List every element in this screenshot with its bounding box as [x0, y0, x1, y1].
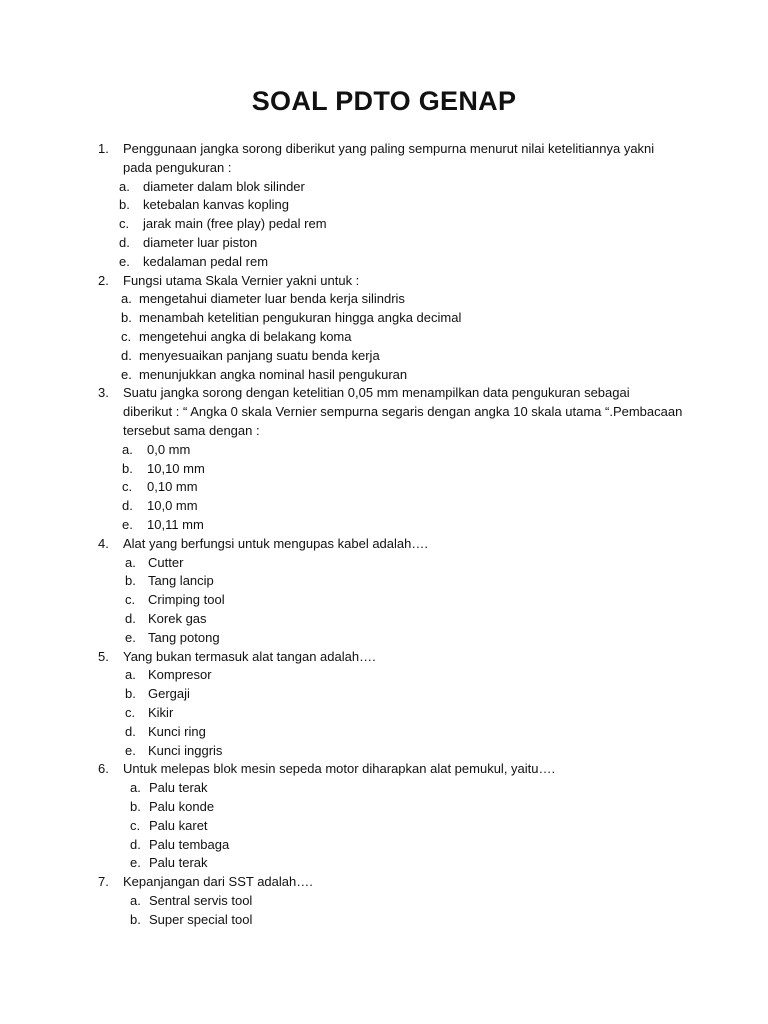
option-text: Crimping tool — [148, 592, 225, 607]
option-letter: a. — [125, 555, 136, 570]
question-text: Alat yang berfungsi untuk mengupas kabel adalah…. — [123, 536, 428, 551]
question-number: 4. — [98, 536, 109, 551]
option-text: 10,10 mm — [147, 461, 205, 476]
option-text: ketebalan kanvas kopling — [143, 197, 289, 212]
question-text: Suatu jangka sorong dengan ketelitian 0,05 mm menampilkan data pengukuran sebagai — [123, 385, 630, 400]
option-letter: a. — [122, 442, 133, 457]
option-text: Palu konde — [149, 799, 215, 814]
option-text: Palu tembaga — [149, 837, 230, 852]
question-text: Fungsi utama Skala Vernier yakni untuk : — [123, 273, 360, 288]
option-text: menunjukkan angka nominal hasil pengukuran — [139, 367, 408, 382]
option-letter: a. — [130, 893, 141, 908]
option-letter: d. — [122, 498, 133, 513]
option-letter: b. — [125, 573, 136, 588]
option-letter: d. — [130, 837, 141, 852]
option-letter: c. — [119, 216, 130, 231]
option-text: 10,0 mm — [147, 498, 198, 513]
option-letter: c. — [125, 705, 136, 720]
question-text: Untuk melepas blok mesin sepeda motor diharapkan alat pemukul, yaitu…. — [123, 761, 556, 776]
option-letter: d. — [125, 611, 136, 626]
question-number: 7. — [98, 874, 109, 889]
question-number: 2. — [98, 273, 109, 288]
option-text: Super special tool — [149, 912, 253, 927]
question-text: Penggunaan jangka sorong diberikut yang paling sempurna menurut nilai ketelitiannya yakni — [123, 141, 655, 156]
option-letter: e. — [130, 855, 141, 870]
option-text: Kunci ring — [148, 724, 206, 739]
question-text: diberikut : “ Angka 0 skala Vernier sempurna segaris dengan angka 10 skala utama “.Pembacaan — [123, 404, 683, 419]
option-letter: b. — [130, 799, 141, 814]
option-text: Korek gas — [148, 611, 207, 626]
option-letter: b. — [119, 197, 130, 212]
option-letter: c. — [121, 329, 132, 344]
option-letter: d. — [125, 724, 136, 739]
option-text: Palu terak — [149, 780, 208, 795]
option-letter: a. — [121, 291, 132, 306]
question-number: 6. — [98, 761, 109, 776]
option-text: Kompresor — [148, 667, 212, 682]
question-text: pada pengukuran : — [123, 160, 232, 175]
option-letter: b. — [125, 686, 136, 701]
document-title: SOAL PDTO GENAP — [251, 86, 517, 116]
option-letter: e. — [122, 517, 133, 532]
option-text: 10,11 mm — [147, 517, 204, 532]
question-number: 1. — [98, 141, 109, 156]
option-text: mengetahui diameter luar benda kerja silindris — [139, 291, 405, 306]
option-text: jarak main (free play) pedal rem — [143, 216, 327, 231]
option-text: diameter dalam blok silinder — [143, 179, 305, 194]
question-number: 5. — [98, 649, 109, 664]
option-text: 0,10 mm — [147, 479, 198, 494]
option-text: Kunci inggris — [148, 743, 223, 758]
question-text: Yang bukan termasuk alat tangan adalah…. — [123, 649, 376, 664]
option-text: Tang potong — [148, 630, 220, 645]
option-letter: e. — [125, 743, 136, 758]
option-text: menambah ketelitian pengukuran hingga angka decimal — [139, 310, 462, 325]
option-letter: c. — [125, 592, 136, 607]
question-text: Kepanjangan dari SST adalah…. — [123, 874, 313, 889]
option-text: Sentral servis tool — [149, 893, 253, 908]
question-number: 3. — [98, 385, 109, 400]
option-text: Palu karet — [149, 818, 208, 833]
option-letter: e. — [119, 254, 130, 269]
option-letter: b. — [122, 461, 133, 476]
option-letter: c. — [130, 818, 141, 833]
option-text: Palu terak — [149, 855, 208, 870]
option-text: kedalaman pedal rem — [143, 254, 269, 269]
option-letter: a. — [119, 179, 130, 194]
question-text: tersebut sama dengan : — [123, 423, 260, 438]
option-letter: d. — [121, 348, 132, 363]
option-text: diameter luar piston — [143, 235, 258, 250]
option-letter: a. — [125, 667, 136, 682]
option-text: Tang lancip — [148, 573, 214, 588]
option-letter: e. — [125, 630, 136, 645]
option-letter: e. — [121, 367, 132, 382]
option-letter: b. — [130, 912, 141, 927]
option-letter: d. — [119, 235, 130, 250]
option-letter: c. — [122, 479, 133, 494]
option-text: mengetehui angka di belakang koma — [139, 329, 352, 344]
option-text: Cutter — [148, 555, 184, 570]
option-text: Kikir — [148, 705, 174, 720]
option-text: menyesuaikan panjang suatu benda kerja — [139, 348, 380, 363]
option-text: Gergaji — [148, 686, 190, 701]
option-text: 0,0 mm — [147, 442, 191, 457]
option-letter: b. — [121, 310, 132, 325]
option-letter: a. — [130, 780, 141, 795]
